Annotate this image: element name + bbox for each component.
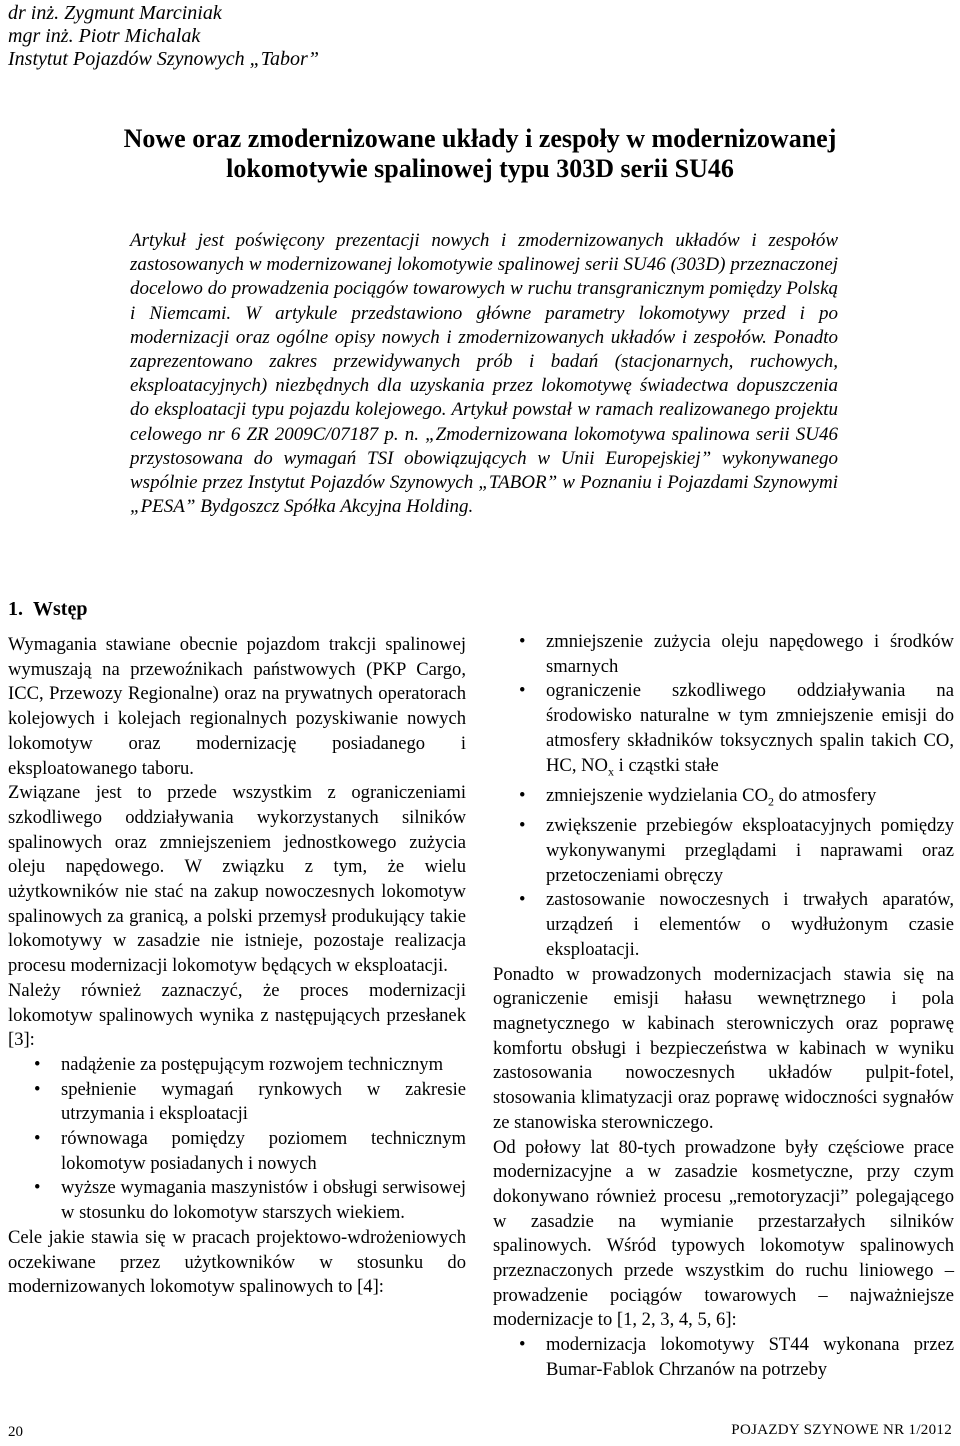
bullet-list (8, 1053, 466, 1226)
author-1: dr inż. Zygmunt Marciniak (8, 2, 222, 24)
section-title: Wstęp (33, 598, 88, 620)
bullet-icon: • (34, 1078, 41, 1100)
paragraph: Związane jest to przede wszystkim z ograniczeniami szkodliwego oddziaływania wykorzystanych silników spalinowych oraz zmniejszeniem jednostkowego zużycia oleju napędowego. W związku z tym, że wielu użytkowników nie stać na zakup nowoczesnych lokomotyw spalinowych za granicą, a polski przemysł produkujący takie lokomotywy w zasadzie nie istnieje, pozostaje realizacja procesu modernizacji lokomotyw będących w eksploatacji. (8, 782, 466, 977)
page-number: 20 (8, 1424, 23, 1440)
paragraph: Cele jakie stawia się w pracach projektowo-wdrożeniowych oczekiwane przez użytkowników w stosunku do modernizowanych lokomotyw spalinowych to [4]: (8, 1226, 466, 1298)
bullet-list (493, 630, 954, 963)
list-item: • zwiększenie przebiegów eksploatacyjnych pomiędzy wykonywanymi przeglądami i naprawami oraz przetoczeniami obręczy (519, 815, 954, 886)
affiliation: Instytut Pojazdów Szynowych „Tabor” (8, 48, 319, 70)
bullet-list (493, 1333, 954, 1382)
journal-footer: POJAZDY SZYNOWE NR 1/2012 (731, 1422, 952, 1438)
abstract: Artykuł jest poświęcony prezentacji nowych i zmodernizowanych układów i zespołów zastosowanych w modernizowanej lokomotywie spalinowej serii SU46 (303D) przeznaczonej docelowo do prowadzenia pociągów towarowych w ruchu transgranicznym pomiędzy Polską i Niemcami. W artykule przedstawiono główne parametry lokomotywy przed i po modernizacji oraz ogólne opisy nowych i zmodernizowanych układów i zespołów. Ponadto zaprezentowano zakres przewidywanych prób i badań (stacjonarnych, ruchowych, eksploatacyjnych) niezbędnych dla uzyskania przez lokomotywę świadectwa dopuszczenia do eksploatacji typu pojazdu kolejowego. Artykuł powstał w ramach realizowanego projektu celowego nr 6 ZR 2009C/07187 p. n. „Zmodernizowana lokomotywa spalinowa serii SU46 przystosowana do wymagań TSI obowiązujących w Unii Europejskiej” wykonywanego wspólnie przez Instytut Pojazdów Szynowych „TABOR” w Poznaniu i Pojazdami Szynowymi „PESA” Bydgoszcz Spółka Akcyjna Holding. (130, 230, 838, 518)
list-item: • zmniejszenie wydzielania $CO_2$ do atmosfery (519, 784, 877, 809)
bullet-icon: • (34, 1128, 41, 1150)
paragraph: Od połowy lat 80-tych prowadzone były częściowe prace modernizacyjne a w zasadzie kosmetyczne, przy czym dokonywano również procesu „remotoryzacji” polegającego w zasadzie na wymianie przestarzałych silników spalinowych. Wśród typowych lokomotyw spalinowych przeznaczonych przede wszystkim do ruchu liniowego – prowadzenie pociągów towarowych – najważniejsze modernizacje to [1, 2, 3, 4, 5, 6]: (493, 1136, 954, 1331)
list-item: • ograniczenie szkodliwego oddziaływania na środowisko naturalne w tym zmniejszenie emisji do atmosfery składników toksycznych spalin takich CO, HC, $NO_x$ i cząstki stałe (519, 680, 954, 779)
list-item: • nadążenie za postępującym rozwojem technicznym (8, 1053, 466, 1078)
list-item: • wyższe wymagania maszynistów i obsługi serwisowej w stosunku do lokomotyw starszych wiekiem. (34, 1177, 466, 1224)
list-item: • spełnienie wymagań rynkowych w zakresie utrzymania i eksploatacji (34, 1078, 466, 1125)
list-item: • zastosowanie nowoczesnych i trwałych aparatów, urządzeń i elementów o wydłużonym czasie eksploatacji. (519, 889, 954, 960)
list-item: • modernizacja lokomotywy ST44 wykonana przez Bumar-Fablok Chrzanów na potrzeby (519, 1334, 954, 1380)
bullet-icon: • (34, 1177, 41, 1199)
list-item: • równowaga pomiędzy poziomem technicznym lokomotyw posiadanych i nowych (34, 1128, 466, 1174)
bullet-icon: • (34, 1053, 41, 1075)
author-2: mgr inż. Piotr Michalak (8, 25, 201, 47)
bullet-icon: • (519, 815, 526, 837)
title-line-2: lokomotywie spalinowej typu 303D serii SU46 (226, 154, 734, 183)
section-heading (8, 598, 87, 621)
left-column (8, 633, 466, 1300)
bullet-icon: • (519, 631, 526, 652)
title-line-1: Nowe oraz zmodernizowane układy i zespoły w modernizowanej (123, 124, 837, 153)
article-title (60, 124, 900, 184)
bullet-icon: • (519, 784, 526, 806)
bullet-icon: • (519, 1334, 526, 1356)
author-block (8, 2, 319, 71)
paragraph: Należy również zaznaczyć, że proces modernizacji lokomotyw spalinowych wynika z następujących przesłanek [3]: (8, 979, 466, 1051)
list-item: • zmniejszenie zużycia oleju napędowego i środków smarnych (519, 631, 954, 677)
bullet-icon: • (519, 680, 526, 702)
section-number: 1. (8, 598, 23, 620)
paragraph: Wymagania stawiane obecnie pojazdom trakcji spalinowej wymuszają na przewoźnikach państwowych (PKP Cargo, ICC, Przewozy Regionalne) oraz na prywatnych operatorach kolejowych i kolejach regionalnych pozyskiwanie nowych lokomotyw oraz modernizację posiadanego i eksploatowanego taboru. (8, 634, 466, 779)
right-column (493, 630, 954, 1383)
bullet-icon: • (519, 889, 526, 911)
paragraph: Ponadto w prowadzonych modernizacjach stawia się na ograniczenie emisji hałasu wewnętrznego i pola magnetycznego w kabinach sterowniczych oraz poprawę komfortu obsługi i bezpieczeństwa w kabinach w wyniku zastosowania nowoczesnych układów pulpit-fotel, stosowania klimatyzacji oraz poprawę widoczności sygnałów ze stanowiska sterowniczego. (493, 963, 954, 1133)
